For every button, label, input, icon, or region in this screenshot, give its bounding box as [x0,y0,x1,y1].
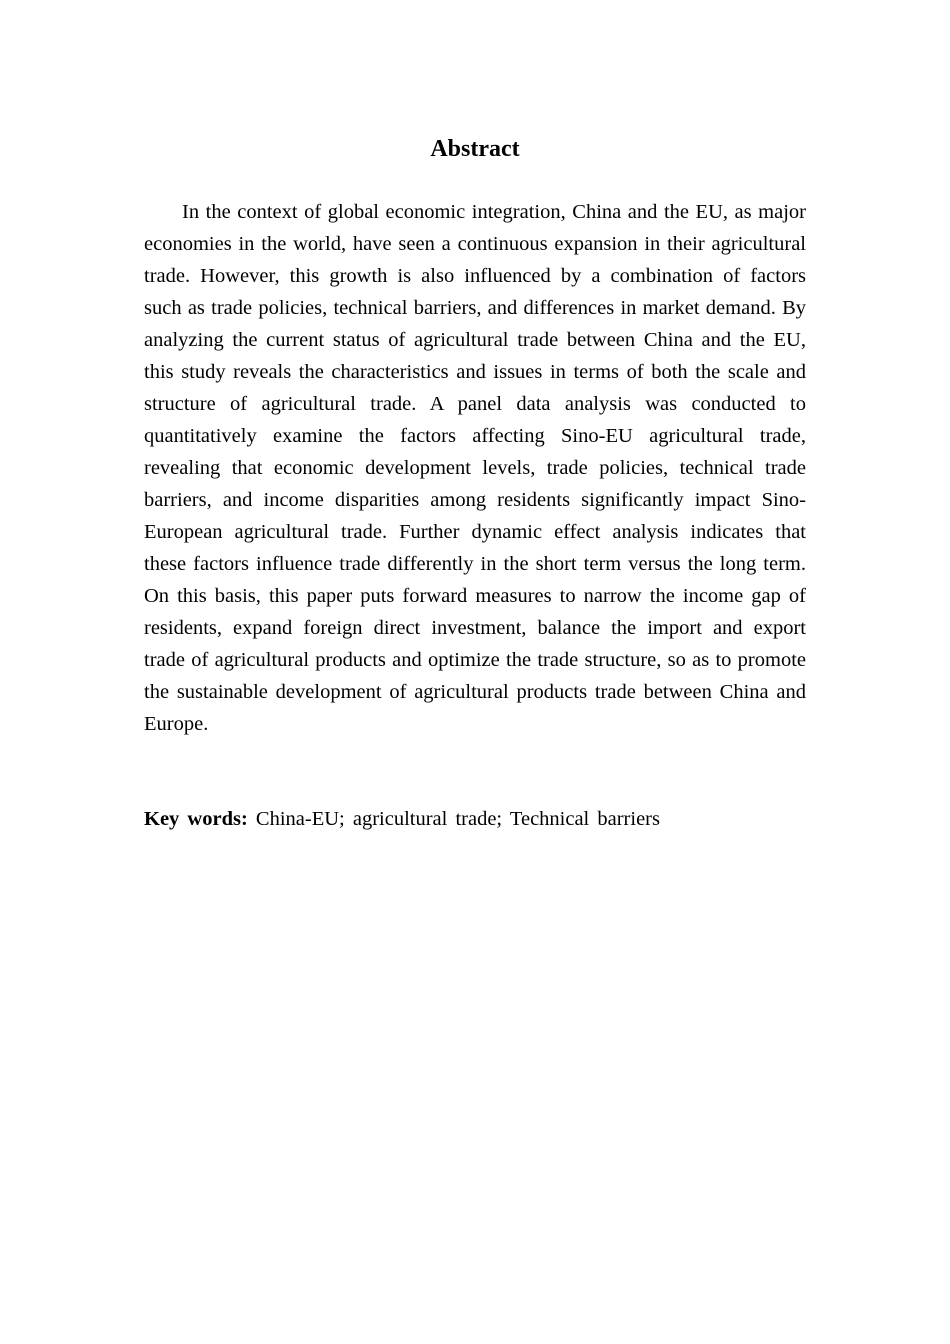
keywords-line [144,803,806,835]
abstract-title: Abstract [430,136,520,162]
abstract-paragraph: In the context of global economic integration, China and the EU, as major economies in the world, have seen a continuous expansion in their agricultural trade. However, this growth is also influenced by a combination of factors such as trade policies, technical barriers, and differences in market demand. By analyzing the current status of agricultural trade between China and the EU, this study reveals the characteristics and issues in terms of both the scale and structure of agricultural trade. A panel data analysis was conducted to quantitatively examine the factors affecting Sino-EU agricultural trade, revealing that economic development levels, trade policies, technical trade barriers, and income disparities among residents significantly impact Sino-European agricultural trade. Further dynamic effect analysis indicates that these factors influence trade differently in the short term versus the long term. On this basis, this paper puts forward measures to narrow the income gap of residents, expand foreign direct investment, balance the import and export trade of agricultural products and optimize the trade structure, so as to promote the sustainable development of agricultural products trade between China and Europe. [144,201,806,735]
keywords-label: Key words: [144,808,248,830]
keywords-values: China-EU; agricultural trade; Technical barriers [255,808,660,830]
